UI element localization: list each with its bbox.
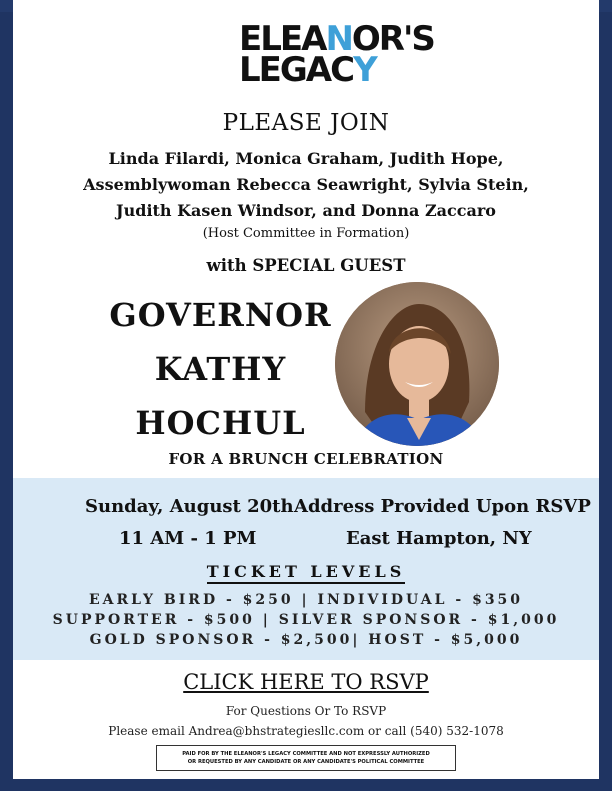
host-line: Linda Filardi, Monica Graham, Judith Hope,: [108, 149, 504, 168]
special-guest-label: with SPECIAL GUEST: [206, 256, 406, 275]
invitation-page: [13, 0, 599, 779]
ticket-tier-row: SUPPORTER - $500 | SILVER SPONSOR - $1,000: [52, 612, 560, 628]
ticket-tier-row: GOLD SPONSOR - $2,500| HOST - $5,000: [89, 632, 523, 648]
please-join-heading: PLEASE JOIN: [222, 110, 390, 136]
event-location: East Hampton, NY: [346, 528, 532, 549]
ticket-tier-row: EARLY BIRD - $250 | INDIVIDUAL - $350: [88, 592, 524, 608]
event-date: Sunday, August 20th: [85, 496, 294, 517]
host-line: Judith Kasen Windsor, and Donna Zaccaro: [116, 201, 496, 220]
event-type: FOR A BRUNCH CELEBRATION: [168, 450, 444, 468]
contact-info: Please email Andrea@bhstrategiesllc.com or call (540) 532-1078: [108, 724, 504, 738]
guest-name: GOVERNOR KATHY HOCHUL: [109, 296, 332, 442]
questions-label: For Questions Or To RSVP: [225, 704, 387, 718]
host-list: [13, 146, 599, 224]
event-address: Address Provided Upon RSVP: [294, 496, 591, 517]
host-line: Assemblywoman Rebecca Seawright, Sylvia Stein,: [83, 175, 529, 194]
rsvp-link[interactable]: CLICK HERE TO RSVP: [183, 670, 429, 694]
event-time: 11 AM - 1 PM: [119, 528, 257, 549]
guest-portrait-photo: [335, 282, 499, 446]
legal-disclaimer: PAID FOR BY THE ELEANOR'S LEGACY COMMITTEE AND NOT EXPRESSLY AUTHORIZED OR REQUESTED BY ANY CANDIDATE OR ANY CANDIDATE'S POLITICAL COMMITTEE: [156, 745, 456, 771]
eleanors-legacy-logo: ELEANOR'S LEGACY: [239, 19, 434, 90]
ticket-levels-heading: TICKET LEVELS: [13, 562, 599, 581]
host-committee-note: (Host Committee in Formation): [202, 226, 410, 241]
